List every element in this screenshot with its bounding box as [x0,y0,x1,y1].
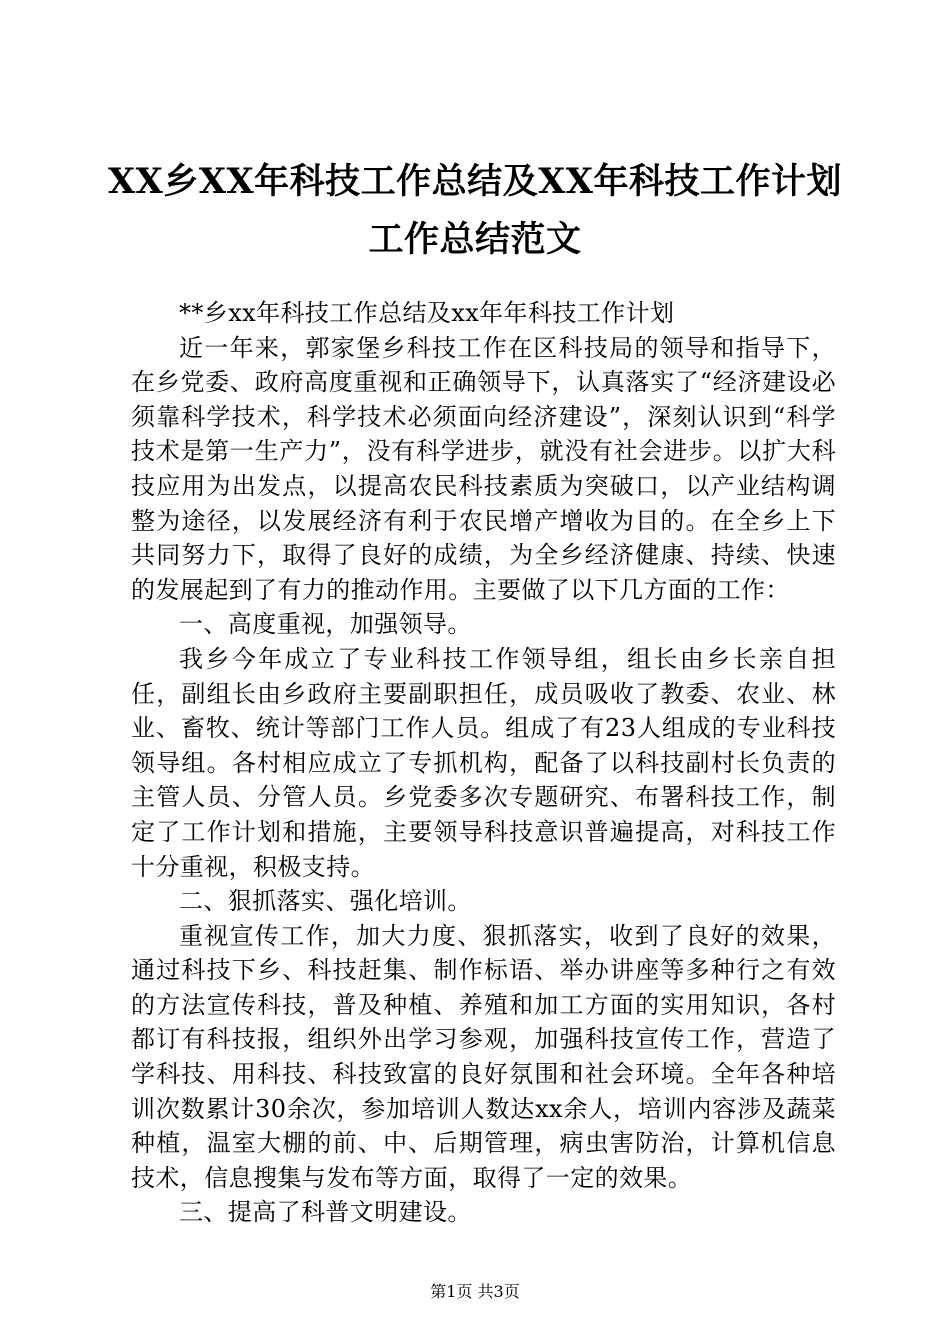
document-body [131,296,836,1230]
document-title-line-2: 工作总结范文 [368,219,582,260]
document-title-line-1: XX乡XX年科技工作总结及XX年科技工作计划 [108,161,842,202]
paragraph-intro: 近一年来，郭家堡乡科技工作在区科技局的领导和指导下，在乡党委、政府高度重视和正确领导下，认真落实了“经济建设必须靠科学技术，科学技术必须面向经济建设”，深刻认识到“科学技术是第一生产力”，没有科学进步，就没有社会进步。以扩大科技应用为出发点，以提高农民科技素质为突破口，以产业结构调整为途径，以发展经济有利于农民增产增收为目的。在全乡上下共同努力下，取得了良好的成绩，为全乡经济健康、持续、快速的发展起到了有力的推动作用。主要做了以下几方面的工作： [131,333,836,604]
section-heading-2: 二、狠抓落实、强化培训。 [179,887,472,916]
paragraph-subtitle: **乡xx年科技工作总结及xx年年科技工作计划 [179,299,675,327]
paragraph-section-2: 重视宣传工作，加大力度、狠抓落实，收到了良好的效果，通过科技下乡、科技赶集、制作标语、举办讲座等多种行之有效的方法宣传科技，普及种植、养殖和加工方面的实用知识，各村都订有科技报，组织外出学习参观，加强科技宣传工作，营造了学科技、用科技、科技致富的良好氛围和社会环境。全年各种培训次数累计30余次，参加培训人数达xx余人，培训内容涉及蔬菜种植，温室大棚的前、中、后期管理，病虫害防治，计算机信息技术，信息搜集与发布等方面，取得了一定的效果。 [131,921,836,1192]
paragraph-section-1: 我乡今年成立了专业科技工作领导组，组长由乡长亲自担任，副组长由乡政府主要副职担任，成员吸收了教委、农业、林业、畜牧、统计等部门工作人员。组成了有23人组成的专业科技领导组。各村相应成立了专抓机构，配备了以科技副村长负责的主管人员、分管人员。乡党委多次专题研究、布署科技工作，制定了工作计划和措施，主要领导科技意识普遍提高，对科技工作十分重视，积极支持。 [131,644,836,881]
section-heading-3: 三、提高了科普文明建设。 [179,1198,472,1227]
page-number-footer: 第1页 共3页 [430,1282,520,1301]
section-heading-1: 一、高度重视，加强领导。 [179,610,472,639]
